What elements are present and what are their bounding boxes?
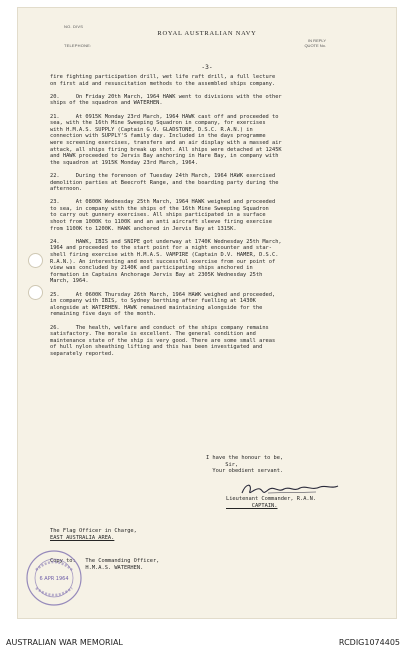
punch-hole <box>28 285 43 300</box>
reply-label-line1: IN REPLY <box>308 38 326 43</box>
footer-record-id: RCDIG1074405 <box>338 638 400 647</box>
no-label: NO. DIVS <box>64 24 84 29</box>
telephone-label: TELEPHONE: <box>64 43 92 48</box>
addressee-block: The Flag Officer in Charge, EAST AUSTRALIA AREA. <box>50 528 137 541</box>
page-number: -3- <box>201 64 213 71</box>
copy-to-block: Copy to: The Commanding Officer, H.M.A.S. WATERHEN. <box>50 558 160 571</box>
paragraph-23: 23. At 0800K Wednesday 25th March, 1964 HAWK weighed and proceeded to sea, in company with the ships of the 16th Mine Sweeping Squadron to carry out gunnery exercises. All ships participated in a surface shoot from 1000K to 1100K and an anti aircraft sleeve firing exercise from 1100K to 1200K. HAWK anchored in Jervis Bay at 1315K. <box>50 199 276 232</box>
punch-hole <box>28 253 43 268</box>
paragraph-24: 24. HAWK, IBIS and SNIPE got underway at 1740K Wednesday 25th March, 1964 and proceeded to the start point for a night encounter and star- shell firing exercise with H.M.A.S. VAMPIRE (Captain D.V. HAMER, D.S.C. R.A.N.). An interesting and most successful exercise from our point of view was concluded by 2140K and participating ships anchored in formation in Captains Anchorage Jervis Bay at 2305K Wednesday 25th March, 1964. <box>50 238 282 285</box>
document-page <box>18 8 396 618</box>
paragraph-20: 20. On Friday 20th March, 1964 HAWK went to divisions with the other ships of the squadron and WATERHEN. <box>50 93 282 107</box>
reply-label-line2: QUOTE No. <box>304 43 326 48</box>
handwritten-signature <box>238 481 358 497</box>
stamp-date: 6 APR 1964 <box>39 576 69 582</box>
reply-label <box>304 38 326 48</box>
signature-block: Lieutenant Commander, R.A.N. CAPTAIN. <box>226 496 317 509</box>
received-stamp <box>24 548 84 608</box>
paragraph-continuation: fire fighting participation drill, wet life raft drill, a full lecture on first aid and resuscitation methods to the assembled ships company. <box>50 74 276 87</box>
letter-body <box>50 74 390 364</box>
paragraph-22: 22. During the forenoon of Tuesday 24th March, 1964 HAWK exercised demolition parties at Beecroft Range, and the boarding party during the afternoon. <box>50 172 279 193</box>
footer-archive-name: AUSTRALIAN WAR MEMORIAL <box>6 638 123 647</box>
punch-holes <box>28 253 43 317</box>
paragraph-25: 25. At 0600K Thursday 26th March, 1964 HAWK weighed and proceeded, in company with IBIS, to Sydney berthing after fuelling at 1430K alongside at WATERHEN. HAWK remained maintaining alongside for the remaining five days of the month. <box>50 291 276 318</box>
closing-block: I have the honour to be, Sir, Your obedient servant. <box>206 455 284 475</box>
paragraph-26: 26. The health, welfare and conduct of the ships company remains satisfactory. The morale is excellent. The general condition and maintenance state of the ship is very good. There are some small areas of hull nylon sheathing lifting and this has been investigated and separately reported. <box>50 324 276 357</box>
letterhead-title: ROYAL AUSTRALIAN NAVY <box>157 30 257 37</box>
paragraph-21: 21. At 0915K Monday 23rd March, 1964 HAWK cast off and proceeded to sea, with the 16th Mine Sweeping Squadron in company, for exercises with H.M.A.S. SUPPLY (Captain G.V. GLADSTONE, D.S.C. R.A.N.) in connection with SUPPLY'S family day. Included in the days programme were screening exercises, transfers and an air display with a massed air attack, all ships firing break up shot. All ships were detached at 1245K and HAWK proceeded to Jervis Bay anchoring in Hare Bay, in company with the squadron at 1915K Monday 23rd March, 1964. <box>50 113 282 166</box>
